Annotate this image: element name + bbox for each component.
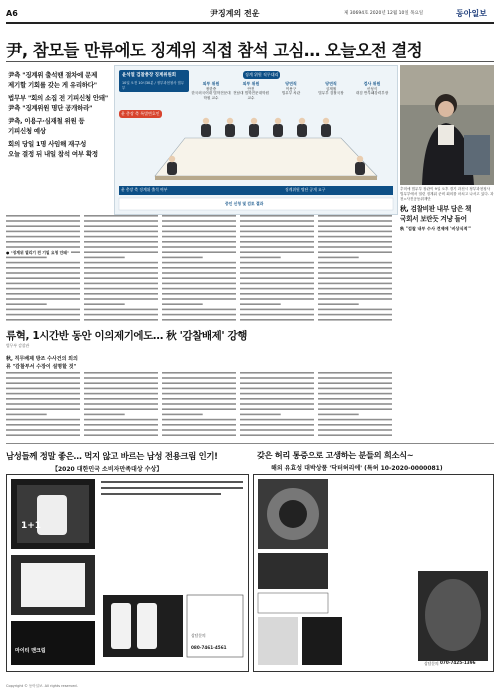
text-line [6,393,80,395]
text-line [84,267,158,269]
text-line [162,220,236,222]
text-line [84,382,158,384]
text-line [6,288,80,290]
ad-cream-phone[interactable]: 080-7461-4561 [191,645,227,650]
ad-cream-award: 【2020 대한민국 소비자만족대상 수상】 [52,466,163,473]
text-line [318,220,392,222]
text-line [162,314,236,316]
text-line [240,393,314,395]
text-line [240,398,314,400]
ad-belt-copy [334,479,488,565]
main-headline: 尹, 참모들 만류에도 징계위 직접 참석 고심… 오늘오전 결정 [6,41,423,60]
text-line [84,215,158,217]
text-line [6,303,47,305]
text-line [240,220,314,222]
diagram-bottom-left: 윤 총장 측 징계위 출석 여부 [121,187,168,192]
text-line [240,434,314,436]
text-line [6,241,80,243]
text-line [318,272,392,274]
text-line [318,424,392,426]
text-line [240,241,314,243]
page-number: A6 [6,9,18,18]
text-line [84,220,158,222]
text-line [240,257,281,259]
text-line [162,303,203,305]
text-line [240,231,314,233]
text-line [318,251,392,253]
text-line [84,403,158,405]
subhead-line: 기피신청 예상 [8,127,46,135]
text-line [162,272,236,274]
text-line [240,408,314,410]
text-line [6,257,47,259]
text-line [84,424,158,426]
text-line [6,429,80,431]
text-line [162,262,236,264]
text-line [240,319,314,321]
text-line [162,424,236,426]
subhead-line: 尹측, 이용구·심재철 위원 등 [8,117,85,125]
text-line [240,372,314,374]
sidebar-headline: 국회서 보란듯 겨냥 들어 [400,215,467,223]
text-line [162,408,236,410]
ad-cream-product: 마이티 맨크림 [15,648,46,654]
text-line [318,393,392,395]
text-line [84,277,158,279]
text-line [84,246,158,248]
text-line [84,283,158,285]
text-line [162,215,236,217]
text-line [6,267,80,269]
text-line [84,251,158,253]
text-line [84,236,158,238]
text-line [240,251,314,253]
text-line [318,377,392,379]
sidebar-subhead: 秋 "검찰 내부 수사 견제에 '비상식적'" [400,226,471,231]
ad-belt-copy2 [346,571,414,661]
text-line [6,414,47,416]
text-line [84,414,125,416]
text-line [240,314,314,316]
text-line [6,236,80,238]
committee-member: 외부 위원 정한중 한국외국어대 법학전문대학원 교수 [191,81,231,100]
subhead-line: 尹측 "징계위원 명단 공개하라" [8,104,93,112]
text-line [162,403,236,405]
text-line [84,272,158,274]
text-line [162,429,236,431]
party-tag: 윤 총장 측 특별변호인 [121,111,160,116]
text-line [240,262,314,264]
ad-cream-title: 남성들께 정말 좋은… 먹지 않고 바르는 남성 전용크림 인기! [6,451,218,461]
text-line [6,283,80,285]
text-line [318,372,392,374]
text-line [318,283,392,285]
text-line [6,403,80,405]
text-line [6,377,80,379]
text-line [6,225,80,227]
news-photo [400,65,494,185]
text-line [6,319,80,321]
diagram-subtitle: 10일 오전 10시30분 / 정부과천청사 법무부 [122,81,185,90]
text-line [84,319,158,321]
article2-subhead: 류 "감찰부서 수장이 설명할 것" [6,364,77,370]
text-line [318,388,392,390]
text-line [162,277,236,279]
text-line [162,388,236,390]
ad-cream-cta: 상담문의 [191,633,206,638]
committee-member: 당연직 이용구 법무부 차관 [281,81,301,96]
text-line [318,319,392,321]
text-line [240,424,314,426]
subhead-line: 오늘 결정 뒤 내일 참석 여부 확정 [8,150,98,158]
header-divider [6,22,494,24]
ad-cream[interactable] [6,450,249,672]
text-line [318,303,359,305]
text-line [162,283,236,285]
text-line [240,225,314,227]
text-line [6,277,80,279]
ad-cream-copy [101,499,243,591]
text-line [318,314,392,316]
text-line [240,246,314,248]
text-line [318,267,392,269]
text-line [240,303,281,305]
headline-divider [6,61,494,62]
text-line [84,257,125,259]
text-line [84,434,158,436]
text-line [162,298,236,300]
text-line [6,293,80,295]
text-line [84,241,158,243]
text-line [84,225,158,227]
text-line [84,398,158,400]
diagram-title: 윤석열 검찰총장 징계위원회 [122,73,176,78]
text-line [318,225,392,227]
sidebar-headline: 秋, 검찰비판 내부 담은 책 [400,205,472,213]
text-line [84,314,158,316]
text-line [318,293,392,295]
text-line [84,298,158,300]
text-line [318,414,359,416]
text-line [6,388,80,390]
text-line [318,246,392,248]
text-line [318,398,392,400]
text-line [318,241,392,243]
ad-back-belt[interactable] [253,450,494,672]
text-line [84,377,158,379]
text-line [318,382,392,384]
section-title: 尹징계의 전운 [210,9,260,18]
diagram-bottom-right: 징계위원 명단 공개 요구 [285,187,326,192]
text-line [162,267,236,269]
ad-divider [6,443,494,444]
text-line [162,377,236,379]
text-line [84,262,158,264]
text-line [162,398,236,400]
subhead-line: 尹측 "징계위 출석땐 절차에 문제 [8,71,98,79]
text-line [318,408,392,410]
text-line [162,241,236,243]
text-line [162,231,236,233]
text-line [162,246,236,248]
text-line [6,314,80,316]
text-line [6,272,80,274]
text-line [6,231,80,233]
text-line [162,293,236,295]
text-line [162,419,236,421]
photo-illustration [400,65,494,185]
photo-caption: 추미애 법무부 장관이 9일 오후 경기 과천시 정부과천청사 법무부에서 열린 징계위 준비 회의를 마치고 나서고 있다. 과천=사진공동취재단 [400,187,494,201]
text-line [84,419,158,421]
text-line [162,257,203,259]
text-line [84,231,158,233]
subhead-line: 법무부 "회의 소집 전 기피신청 안돼" [8,94,109,102]
main-subheads [8,70,112,159]
text-line [162,225,236,227]
text-line [6,246,80,248]
text-line [318,434,392,436]
ad-cream-box [6,474,249,672]
text-line [240,377,314,379]
subhead-line: 제기할 기회를 갖는 게 유리하다" [8,81,97,89]
text-line [84,372,158,374]
article2-byline: 법무부 감찰관 [6,343,30,348]
text-line [6,419,80,421]
text-line [6,309,80,311]
text-line [84,408,158,410]
text-line [318,298,392,300]
text-line [318,277,392,279]
text-line [240,277,314,279]
inline-heading: ● "징계위 열리기 전 기일 요청 안돼" [6,250,69,255]
article2-headline: 류혁, 1시간반 동안 이의제기에도… 秋 '감찰배제' 강행 [6,330,247,342]
text-line [162,319,236,321]
text-line [6,408,80,410]
text-line [318,288,392,290]
text-line [6,298,80,300]
text-line [84,288,158,290]
text-line [162,414,203,416]
text-line [240,236,314,238]
footer-credit: Copyright © 동아일보. All rights reserved. [6,684,78,688]
text-line [240,293,314,295]
ad-belt-phone[interactable]: 070-7425-1396 [440,660,476,665]
text-line [318,403,392,405]
text-line [318,429,392,431]
text-line [6,382,80,384]
text-line [318,236,392,238]
ad-belt-title: 갖은 허리 통증으로 고생하는 분들의 희소식~ [257,450,414,460]
text-line [6,372,80,374]
text-line [84,388,158,390]
article2-body [6,372,494,440]
text-line [162,372,236,374]
text-line [6,398,80,400]
text-line [240,283,314,285]
page-header [0,0,500,26]
text-line [6,215,80,217]
article2-subheads [6,355,86,371]
text-line [318,262,392,264]
text-line [240,309,314,311]
text-line [162,434,236,436]
subhead-line: 회의 당일 1명 사임해 재구성 [8,140,87,148]
text-line [84,293,158,295]
committee-diagram [114,65,398,215]
text-line [318,257,359,259]
text-line [162,288,236,290]
members-tag: 징계 위원 직무대리 [245,72,279,77]
text-line [240,272,314,274]
text-line [6,434,80,436]
text-line [162,236,236,238]
text-line [318,215,392,217]
text-line [84,393,158,395]
issue-date: 제 30694호 2020년 12월 10일 목요일 [344,11,424,16]
text-line [162,309,236,311]
committee-member: 당연직 심재철 법무부 검찰국장 [318,81,344,96]
text-line [318,231,392,233]
text-line [240,419,314,421]
text-line [240,388,314,390]
text-line [240,298,314,300]
text-line [240,288,314,290]
text-line [240,382,314,384]
diagram-bottom-label: 증인 신청 및 검토 결과 [225,201,264,206]
text-line [318,309,392,311]
newspaper-logo: 동아일보 [456,8,487,18]
sidebar-article [400,204,494,232]
text-line [240,414,281,416]
committee-member: 외부 위원 안진 전남대 법학전문대학원 교수 [233,81,269,100]
text-line [162,251,236,253]
text-line [240,403,314,405]
article2-subhead: 秋, 직무배제 방조 수사건의 외의 [6,356,78,362]
text-line [6,262,80,264]
ad-belt-subtitle: 해외 유효성 대박상품 '닥터허리에' (특허 10-2020-0000081) [271,465,443,472]
text-line [240,267,314,269]
text-line [240,429,314,431]
text-line [162,393,236,395]
text-line [6,220,80,222]
text-line [240,215,314,217]
text-line [84,303,125,305]
ad-belt-box [253,474,494,672]
text-line [6,424,80,426]
ad-belt-cta: 상담문의 [424,661,439,666]
text-line [84,429,158,431]
text-line [318,419,392,421]
ad-cream-badge: 1+1 [21,521,42,531]
committee-member: 검사 위원 신성식 대검 반부패강력부장 [355,81,389,96]
text-line [84,309,158,311]
text-line [162,382,236,384]
